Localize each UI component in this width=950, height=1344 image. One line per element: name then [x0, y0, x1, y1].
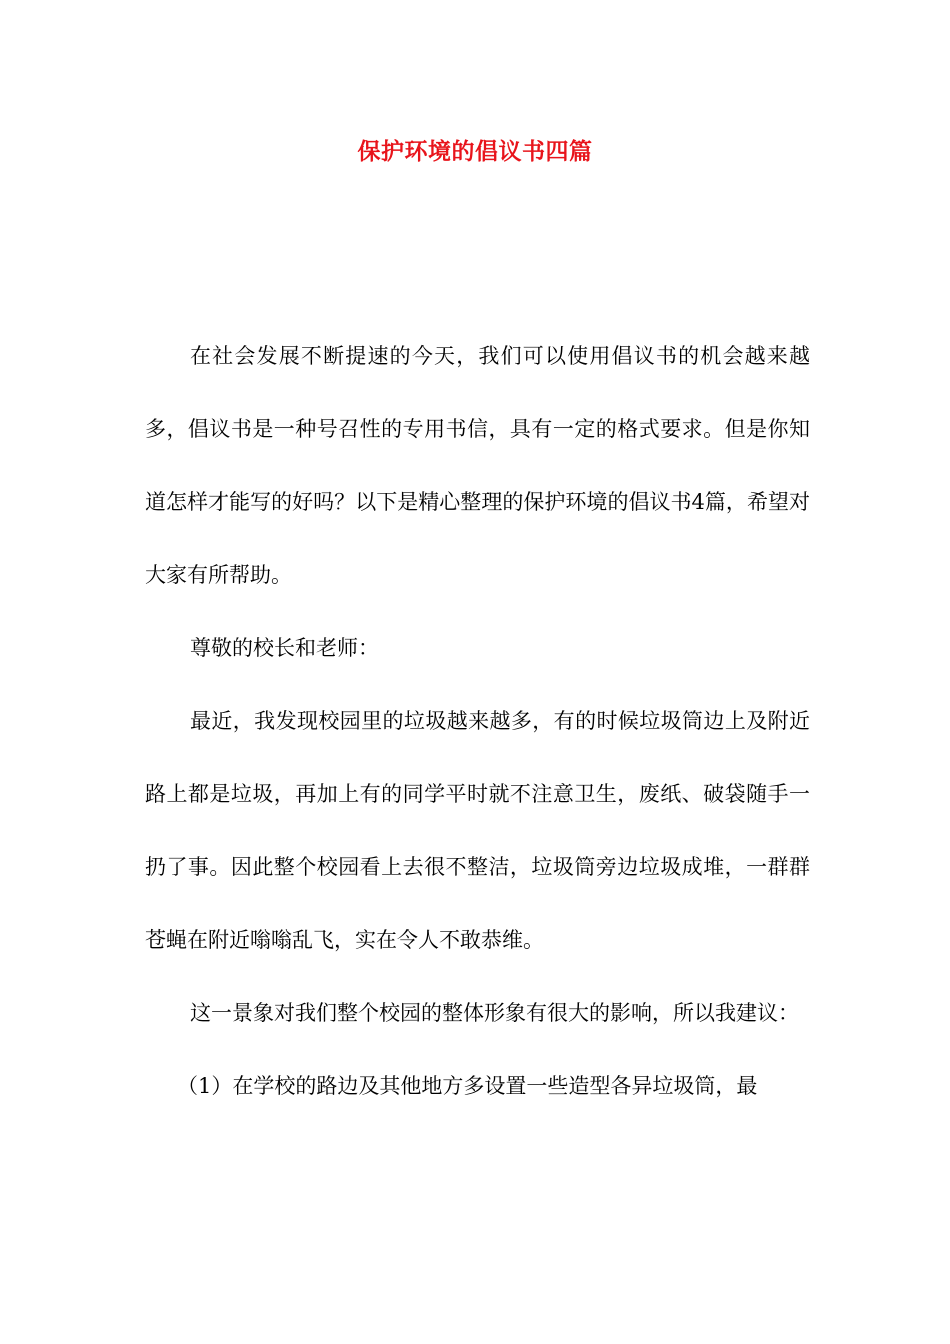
- body-paragraph-observation: 最近，我发现校园里的垃圾越来越多，有的时候垃圾筒边上及附近路上都是垃圾，再加上有的同学平时就不注意卫生，废纸、破袋随手一扔了事。因此整个校园看上去很不整洁，垃圾筒旁边垃圾成堆，一群群苍蝇在附近嗡嗡乱飞，实在令人不敢恭维。: [145, 709, 810, 952]
- suggestion-item-1: （1）在学校的路边及其他地方多设置一些造型各异垃圾筒，最: [177, 1074, 758, 1098]
- salutation: 尊敬的校长和老师：: [190, 636, 379, 660]
- document-title: 保护环境的倡议书四篇: [357, 138, 593, 165]
- body-paragraph-suggestion: 这一景象对我们整个校园的整体形象有很大的影响，所以我建议：: [190, 1001, 799, 1025]
- intro-paragraph: 在社会发展不断提速的今天，我们可以使用倡议书的机会越来越多，倡议书是一种号召性的专用书信，具有一定的格式要求。但是你知道怎样才能写的好吗？以下是精心整理的保护环境的倡议书4篇，希望对大家有所帮助。: [145, 344, 810, 587]
- document-body: [145, 320, 810, 1123]
